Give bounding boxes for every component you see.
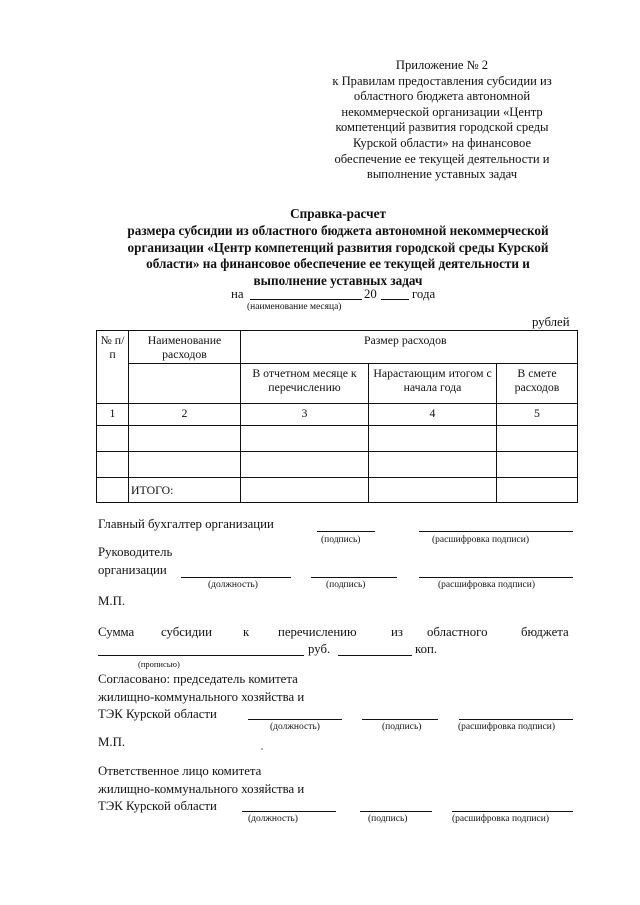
table-cell[interactable]: [97, 426, 129, 452]
table-cell[interactable]: [369, 478, 497, 503]
table-row: [97, 452, 578, 478]
head-signature-field[interactable]: [311, 577, 397, 578]
subtitle-line: организации «Центр компетенций развития городской среды Курской: [127, 239, 549, 255]
period-prefix: на: [231, 287, 244, 301]
header-estimate: В смете расходов: [497, 364, 578, 404]
responsible-position-field[interactable]: [242, 811, 336, 812]
position-caption: (должность): [270, 722, 320, 732]
approved-decoding-field[interactable]: [459, 719, 573, 720]
appendix-line: Приложение № 2: [395, 58, 489, 72]
stamp-label: М.П.: [98, 735, 126, 749]
approved-line: Согласовано: председатель комитета: [98, 672, 298, 686]
table-cell[interactable]: [241, 478, 369, 503]
table-cell[interactable]: [241, 426, 369, 452]
table-cell[interactable]: [369, 426, 497, 452]
table-cell[interactable]: [497, 426, 578, 452]
scan-speck: [261, 748, 263, 750]
table-subheader-row: [97, 364, 578, 404]
header-size: Размер расходов: [241, 331, 578, 364]
col-number: 3: [241, 404, 369, 426]
chief-signature-field[interactable]: [317, 531, 375, 532]
month-field[interactable]: [250, 299, 362, 300]
col-number: 5: [497, 404, 578, 426]
appendix-header: [300, 58, 584, 183]
table-cell[interactable]: [497, 478, 578, 503]
signature-caption: (подпись): [382, 722, 422, 732]
head-position-field[interactable]: [181, 577, 291, 578]
rub-label: руб.: [308, 642, 331, 656]
document-subtitle: [96, 223, 580, 289]
table-cell[interactable]: [241, 452, 369, 478]
appendix-line: обеспечение ее текущей деятельности и: [334, 151, 550, 166]
responsible-line: Ответственное лицо комитета: [98, 764, 262, 778]
approved-line: ТЭК Курской области: [98, 707, 217, 721]
chief-accountant-label: Главный бухгалтер организации: [98, 517, 274, 531]
sum-caption: (прописью): [138, 659, 180, 669]
approved-block: [98, 671, 304, 724]
decoding-caption: (расшифровка подписи): [452, 814, 549, 824]
table-cell[interactable]: [369, 452, 497, 478]
table-total-row: [97, 478, 578, 503]
chief-decoding-field[interactable]: [419, 531, 573, 532]
approved-signature-field[interactable]: [362, 719, 438, 720]
period-year: 20: [364, 287, 377, 301]
decoding-caption: (расшифровка подписи): [458, 722, 555, 732]
kop-label: коп.: [415, 642, 438, 656]
approved-line: жилищно-коммунального хозяйства и: [98, 689, 305, 704]
header-num: № п/п: [97, 331, 129, 404]
header-name-cont: [129, 364, 241, 404]
sum-words-field[interactable]: [98, 655, 304, 656]
appendix-line: выполнение уставных задач: [366, 167, 518, 182]
sum-word: областного: [427, 625, 488, 639]
col-number: 4: [369, 404, 497, 426]
position-caption: (должность): [208, 580, 258, 590]
appendix-line: Курской области» на финансовое: [352, 135, 532, 150]
head-label-line1: Руководитель: [98, 545, 173, 559]
head-label-line2: организации: [98, 563, 167, 577]
sum-word: перечислению: [278, 625, 357, 639]
year-field[interactable]: [381, 299, 409, 300]
expense-table: [96, 330, 578, 503]
appendix-line: к Правилам предоставления субсидии из: [332, 73, 552, 88]
decoding-caption: (расшифровка подписи): [438, 580, 535, 590]
position-caption: (должность): [248, 814, 298, 824]
table-cell: [97, 478, 129, 503]
responsible-decoding-field[interactable]: [452, 811, 573, 812]
sum-word: из: [391, 625, 403, 639]
table-number-row: [97, 404, 578, 426]
table-cell[interactable]: [497, 452, 578, 478]
total-label: ИТОГО:: [129, 478, 241, 503]
month-caption: (наименование месяца): [247, 302, 342, 312]
responsible-signature-field[interactable]: [360, 811, 432, 812]
table-cell[interactable]: [129, 426, 241, 452]
col-number: 2: [129, 404, 241, 426]
document-title: Справка-расчет: [290, 206, 386, 221]
signature-caption: (подпись): [321, 535, 361, 545]
sum-word: Сумма: [98, 625, 135, 639]
head-decoding-field[interactable]: [419, 577, 573, 578]
period-suffix: года: [412, 287, 436, 301]
sum-word: субсидии: [161, 625, 212, 639]
sum-word: бюджета: [521, 625, 569, 639]
table-row: [97, 426, 578, 452]
subtitle-line: размера субсидии из областного бюджета автономной некоммерческой: [127, 223, 549, 238]
responsible-line: ТЭК Курской области: [98, 799, 217, 813]
header-cumulative: Нарастающим итогом с начала года: [369, 364, 497, 404]
signature-caption: (подпись): [368, 814, 408, 824]
col-number: 1: [97, 404, 129, 426]
approved-position-field[interactable]: [248, 719, 342, 720]
decoding-caption: (расшифровка подписи): [432, 535, 529, 545]
subtitle-line: области» на финансовое обеспечение ее текущей деятельности и: [146, 256, 530, 272]
currency-label: рублей: [532, 315, 570, 329]
responsible-line: жилищно-коммунального хозяйства и: [98, 781, 305, 796]
kop-field[interactable]: [338, 655, 412, 656]
signature-caption: (подпись): [326, 580, 366, 590]
table-cell[interactable]: [129, 452, 241, 478]
table-cell[interactable]: [97, 452, 129, 478]
sum-word: к: [243, 625, 250, 639]
header-monthly: В отчетном месяце к перечислению: [241, 364, 369, 404]
responsible-block: [98, 763, 304, 816]
appendix-line: компетенций развития городской среды: [335, 120, 549, 135]
stamp-label: М.П.: [98, 594, 126, 608]
appendix-line: областного бюджета автономной: [353, 89, 531, 104]
appendix-line: некоммерческой организации «Центр: [341, 104, 543, 119]
table-header-row: [97, 331, 578, 364]
subtitle-line: выполнение уставных задач: [253, 272, 423, 288]
header-name: Наименование расходов: [129, 331, 241, 364]
